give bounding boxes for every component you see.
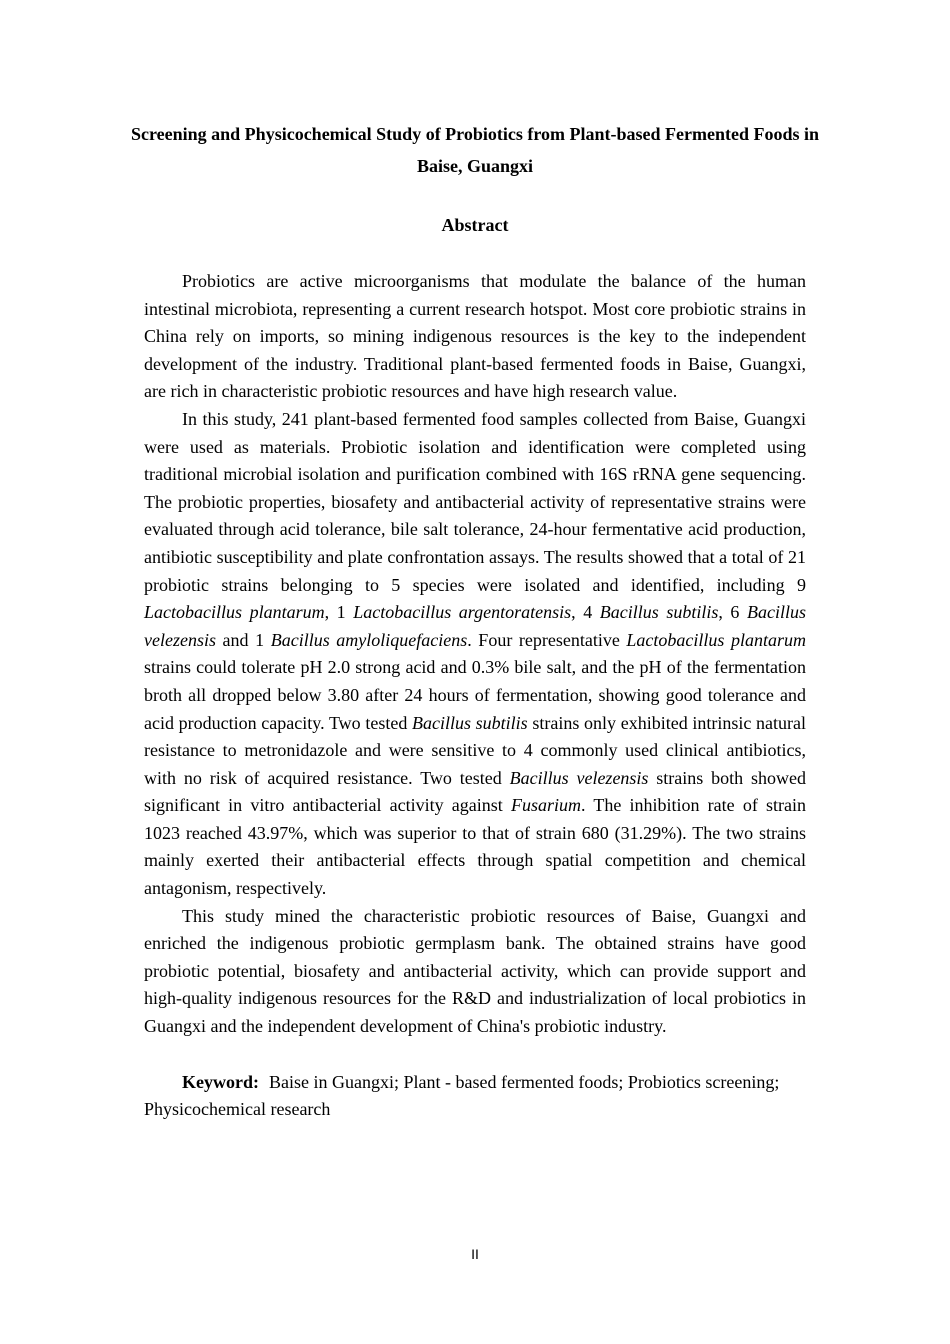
text-run: Probiotics are active microorganisms that modulate the balance of the human intestinal microbiota, representing a current research hotspot. Most core probiotic strains in China rely on imports, so mining indigenous resources is the key to the independent development of the industry. Traditional plant-based fermented foods in Baise, Guangxi, are rich in characteristic probiotic resources and have high research value. xyxy=(144,271,806,402)
species-name: Bacillus velezensis xyxy=(509,767,649,788)
keywords-line xyxy=(144,1069,806,1124)
text-run: In this study, 241 plant-based fermented food samples collected from Baise, Guangxi were used as materials. Probiotic isolation and identification were completed using traditional microbial isolation and purification combined with 16S rRNA gene sequencing. The probiotic properties, biosafety and antibacterial activity of representative strains were evaluated through acid tolerance, bile salt tolerance, 24-hour fermentative acid production, antibiotic susceptibility and plate confrontation assays. The results showed that a total of 21 probiotic strains belonging to 5 species were isolated and identified, including 9 xyxy=(144,408,806,595)
document-page xyxy=(131,118,819,1124)
keyword-list: Baise in Guangxi; Plant - based fermented foods; Probiotics screening; Physicochemical research xyxy=(144,1071,780,1120)
species-name: Lactobacillus argentoratensis xyxy=(353,602,572,623)
species-name: Lactobacillus plantarum xyxy=(626,629,806,650)
species-name: Bacillus subtilis xyxy=(412,712,528,733)
species-name: Bacillus velezensis xyxy=(144,602,806,650)
text-run: . The inhibition rate of strain 1023 reached 43.97%, which was superior to that of strain 680 (31.29%). The two strains mainly exerted their antibacterial effects through spatial competition and chemical antagonism, respectively. xyxy=(144,795,806,899)
text-run: strains only exhibited intrinsic natural resistance to metronidazole and were sensitive to 4 commonly used clinical antibiotics, with no risk of acquired resistance. Two tested xyxy=(144,712,806,788)
abstract-paragraph xyxy=(144,268,806,406)
text-run: and 1 xyxy=(215,629,271,650)
paper-title: Screening and Physicochemical Study of Probiotics from Plant-based Fermented Foods in Baise, Guangxi xyxy=(131,124,819,176)
abstract-paragraph xyxy=(144,903,806,1041)
text-run: strains both showed significant in vitro antibacterial activity against xyxy=(144,767,806,816)
text-run: , 6 xyxy=(718,602,747,623)
abstract-heading: Abstract xyxy=(441,215,509,235)
species-name: Bacillus amyloliquefaciens xyxy=(270,629,468,650)
page-number: II xyxy=(471,1246,479,1262)
text-run: strains could tolerate pH 2.0 strong acid and 0.3% bile salt, and the pH of the fermentation broth all dropped below 3.80 after 24 hours of fermentation, showing good tolerance and acid production capacity. Two tested xyxy=(144,657,806,733)
species-name: Fusarium xyxy=(510,795,581,816)
abstract-body xyxy=(144,268,806,1041)
text-run: . Four representative xyxy=(467,629,627,650)
text-run: This study mined the characteristic probiotic resources of Baise, Guangxi and enriched the indigenous probiotic germplasm bank. The obtained strains have good probiotic potential, biosafety and antibacterial activity, which can provide support and high-quality indigenous resources for the R&D and industrialization of local probiotics in Guangxi and the independent development of China's probiotic industry. xyxy=(144,905,806,1037)
abstract-paragraph xyxy=(144,406,806,903)
species-name: Lactobacillus plantarum xyxy=(144,602,325,623)
text-run: , 4 xyxy=(571,602,600,623)
keyword-label: Keyword: xyxy=(182,1071,259,1092)
species-name: Bacillus subtilis xyxy=(599,602,719,623)
text-run: , 1 xyxy=(324,602,354,623)
